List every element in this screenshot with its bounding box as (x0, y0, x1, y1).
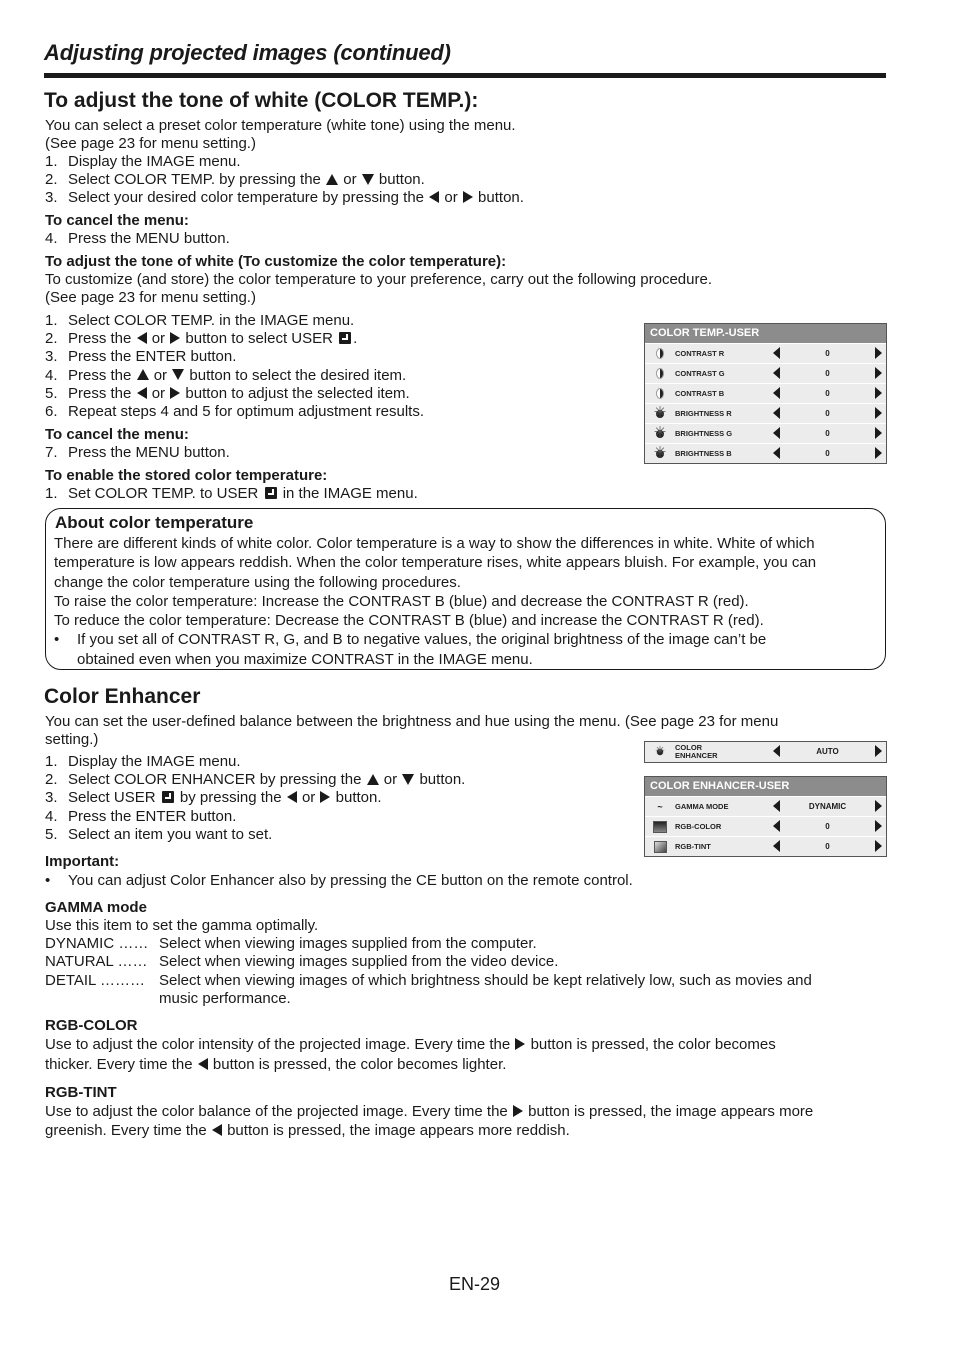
color-enhancer-menu-row (644, 741, 887, 763)
rgb-tint-line-1: Use to adjust the color balance of the projected image. Every time the button is pressed, the image appears more (45, 1103, 814, 1120)
about-line: To reduce the color temperature: Decrease the CONTRAST B (blue) and increase the CONTRAST R (red). (54, 612, 764, 630)
left-arrow-icon (137, 387, 147, 399)
list-item: 5. Press the or button to adjust the selected item. (45, 384, 410, 402)
list-item: 1. Display the IMAGE menu. (45, 153, 241, 170)
enhancer-intro-2: setting.) (45, 731, 99, 748)
increase-arrow-icon[interactable] (875, 447, 882, 459)
steps-list-2 (45, 230, 230, 248)
steps-list-5 (45, 485, 418, 503)
menu-row-value: 0 (825, 822, 830, 831)
list-item: 2. Select COLOR TEMP. by pressing the or button. (45, 171, 425, 189)
right-arrow-icon (513, 1105, 523, 1117)
important-title: Important: (45, 853, 120, 870)
menu-row-rgb-color[interactable] (645, 816, 886, 836)
gamma-desc: Select when viewing images of which brightness should be kept relatively low, such as movies and (159, 972, 812, 989)
menu-row-label: GAMMA MODE (675, 802, 729, 811)
cancel2-title: To cancel the menu: (45, 426, 189, 443)
gamma-desc-cont: music performance. (159, 990, 291, 1007)
contrast-icon (656, 368, 664, 379)
menu-row-label: CONTRAST G (675, 369, 725, 378)
brightness-icon (652, 446, 668, 462)
contrast-icon (656, 388, 664, 399)
list-item: 3. Press the ENTER button. (45, 348, 237, 366)
menu-row-label: BRIGHTNESS R (675, 409, 732, 418)
menu-row-label: BRIGHTNESS G (675, 429, 733, 438)
gamma-icon: ~ (657, 801, 663, 812)
menu-row-gamma-mode[interactable] (645, 796, 886, 816)
menu-row-brightness-b[interactable] (645, 443, 886, 463)
intro-line-1: You can select a preset color temperature (white tone) using the menu. (45, 117, 516, 134)
enhancer-steps (45, 753, 465, 844)
menu-row-contrast-g[interactable] (645, 363, 886, 383)
section-heading-color-temp: To adjust the tone of white (COLOR TEMP.): (44, 89, 479, 112)
list-item: 1. Set COLOR TEMP. to USER in the IMAGE menu. (45, 485, 418, 502)
list-item: 5. Select an item you want to set. (45, 825, 273, 843)
about-bullet: • If you set all of CONTRAST R, G, and B to negative values, the original brightness of the image can’t be obtained even when you maximize CONTRAST in the IMAGE menu. (54, 631, 767, 668)
header-rule (44, 73, 886, 78)
menu-row-value: DYNAMIC (808, 802, 847, 811)
down-arrow-icon (402, 774, 414, 785)
menu-title: COLOR ENHANCER-USER (645, 777, 886, 796)
about-line: There are different kinds of white color. Color temperature is a way to show the differences in white. White of which (54, 535, 815, 552)
menu-row-label: RGB-COLOR (675, 822, 722, 831)
down-arrow-icon (172, 369, 184, 380)
enable-title: To enable the stored color temperature: (45, 467, 328, 484)
menu-row-label: COLOR ENHANCER (675, 743, 718, 760)
rgb-color-icon (653, 821, 667, 833)
list-item: 4. Press the or button to select the desired item. (45, 366, 407, 384)
gamma-desc: Select when viewing images supplied from the computer. (159, 935, 537, 952)
left-arrow-icon (212, 1124, 222, 1136)
rgb-tint-icon (654, 841, 667, 853)
right-arrow-icon (463, 191, 473, 203)
increase-arrow-icon[interactable] (875, 387, 882, 399)
menu-row-label: RGB-TINT (675, 842, 711, 851)
list-item: 1. Select COLOR TEMP. in the IMAGE menu. (45, 312, 355, 329)
about-line: temperature is low appears reddish. When the color temperature rises, white appears bluish. For example, you can (54, 554, 817, 572)
steps-list-1 (45, 153, 524, 208)
rgb-tint-line-2: greenish. Every time the button is pressed, the image appears more reddish. (45, 1122, 570, 1139)
list-item: 1. Display the IMAGE menu. (45, 753, 241, 770)
color-enhancer-icon (654, 746, 667, 759)
menu-row-value: 0 (825, 449, 830, 458)
increase-arrow-icon[interactable] (875, 427, 882, 439)
right-arrow-icon (170, 387, 180, 399)
menu-row-value: 0 (825, 409, 830, 418)
gamma-term: DETAIL ……… (45, 972, 146, 989)
left-arrow-icon (429, 191, 439, 203)
right-arrow-icon (320, 791, 330, 803)
enter-icon (162, 791, 174, 803)
left-arrow-icon (198, 1058, 208, 1070)
contrast-icon (656, 348, 664, 359)
menu-row-value: 0 (825, 349, 830, 358)
rgb-color-line-2: thicker. Every time the button is pressed, the color becomes lighter. (45, 1056, 507, 1073)
menu-row-value: 0 (825, 369, 830, 378)
down-arrow-icon (362, 174, 374, 185)
menu-row-contrast-b[interactable] (645, 383, 886, 403)
list-item: 4. Press the MENU button. (45, 230, 230, 247)
enhancer-intro-1: You can set the user-defined balance between the brightness and hue using the menu. (See page 23 for menu (45, 713, 779, 730)
left-arrow-icon (137, 332, 147, 344)
customize-intro-2: (See page 23 for menu setting.) (45, 289, 256, 306)
about-line: To raise the color temperature: Increase the CONTRAST B (blue) and decrease the CONTRAST R (red). (54, 592, 749, 610)
list-item: 3. Select your desired color temperature by pressing the or button. (45, 189, 524, 207)
menu-title: COLOR TEMP.-USER (645, 324, 886, 343)
gamma-title: GAMMA mode (45, 899, 147, 916)
menu-row-value: 0 (825, 389, 830, 398)
about-title: About color temperature (55, 513, 254, 532)
menu-row-label: CONTRAST R (675, 349, 725, 358)
enter-icon (265, 487, 277, 499)
enter-icon (339, 332, 351, 344)
menu-row-label: CONTRAST B (675, 389, 725, 398)
list-item: 2. Select COLOR ENHANCER by pressing the or button. (45, 771, 466, 789)
list-item: 2. Press the or button to select USER . (45, 330, 358, 348)
increase-arrow-icon[interactable] (875, 800, 882, 812)
menu-row-value: 0 (825, 429, 830, 438)
rgb-tint-title: RGB-TINT (45, 1084, 117, 1101)
gamma-desc: Select when viewing images supplied from the video device. (159, 953, 559, 970)
increase-arrow-icon[interactable] (875, 820, 882, 832)
brightness-icon (652, 406, 668, 422)
section-heading-color-enhancer: Color Enhancer (44, 685, 201, 708)
right-arrow-icon (170, 332, 180, 344)
gamma-intro: Use this item to set the gamma optimally. (45, 917, 319, 934)
up-arrow-icon (367, 774, 379, 785)
gamma-term: DYNAMIC …… (45, 935, 149, 952)
about-line: change the color temperature using the following procedures. (54, 573, 461, 591)
menu-row-brightness-g[interactable] (645, 423, 886, 443)
rgb-color-title: RGB-COLOR (45, 1017, 138, 1034)
menu-row-value: 0 (825, 842, 830, 851)
intro-line-2: (See page 23 for menu setting.) (45, 135, 256, 152)
steps-list-3 (45, 312, 424, 421)
list-item: 3. Select USER by pressing the or button. (45, 789, 382, 807)
increase-arrow-icon[interactable] (875, 840, 882, 852)
brightness-icon (652, 426, 668, 442)
steps-list-4 (45, 444, 230, 462)
increase-arrow-icon[interactable] (875, 367, 882, 379)
menu-row-value: AUTO (816, 747, 839, 756)
list-item: 4. Press the ENTER button. (45, 807, 237, 825)
left-arrow-icon (287, 791, 297, 803)
increase-arrow-icon[interactable] (875, 347, 882, 359)
up-arrow-icon (137, 369, 149, 380)
page-number: EN-29 (449, 1274, 501, 1294)
up-arrow-icon (326, 174, 338, 185)
menu-row-label: BRIGHTNESS B (675, 449, 732, 458)
list-item: 6. Repeat steps 4 and 5 for optimum adjustment results. (45, 403, 425, 421)
increase-arrow-icon[interactable] (875, 407, 882, 419)
color-temp-user-menu (644, 323, 887, 464)
cancel-title: To cancel the menu: (45, 212, 189, 229)
rgb-color-line-1: Use to adjust the color intensity of the projected image. Every time the button is pressed, the color becomes (45, 1036, 776, 1053)
about-body (54, 534, 816, 669)
menu-row-contrast-r[interactable] (645, 343, 886, 363)
menu-row-color-enhancer[interactable] (645, 742, 886, 762)
important-bullet: • You can adjust Color Enhancer also by pressing the CE button on the remote control. (45, 872, 633, 889)
customize-title: To adjust the tone of white (To customize the color temperature): (45, 253, 507, 270)
right-arrow-icon (515, 1038, 525, 1050)
customize-intro-1: To customize (and store) the color temperature to your preference, carry out the following procedure. (45, 271, 712, 288)
color-enhancer-user-menu (644, 776, 887, 857)
menu-row-rgb-tint[interactable] (645, 836, 886, 856)
gamma-term: NATURAL …… (45, 953, 148, 970)
list-item: 7. Press the MENU button. (45, 444, 230, 461)
increase-arrow-icon[interactable] (875, 745, 882, 757)
menu-row-brightness-r[interactable] (645, 403, 886, 423)
page-title: Adjusting projected images (continued) (44, 40, 451, 65)
